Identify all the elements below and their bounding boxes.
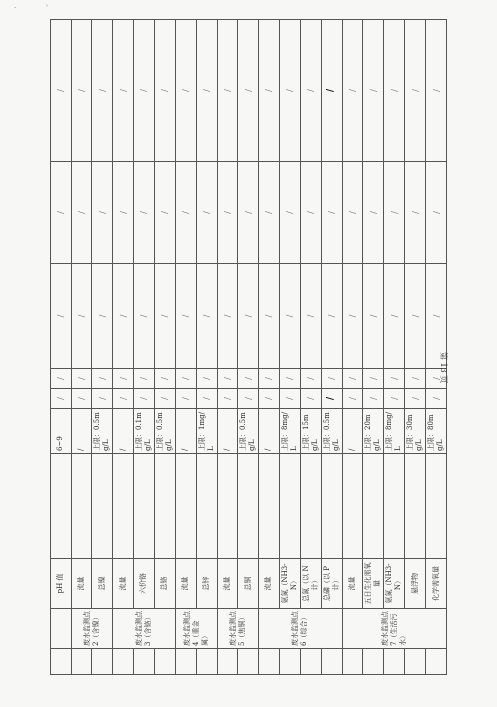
value-cell: / (342, 389, 363, 409)
monitoring-item-cell: 流量 (342, 559, 363, 609)
monitoring-item-cell: 总磷（以 P 计） (321, 559, 342, 609)
monitoring-item-cell: 总铬 (154, 559, 175, 609)
blank-cell (71, 649, 92, 675)
blank-cell (384, 454, 405, 559)
monitoring-item-cell: 总锌 (196, 559, 217, 609)
value-cell: / (405, 389, 426, 409)
value-cell: / (342, 264, 363, 369)
value-cell: / (363, 389, 384, 409)
value-cell: / (279, 20, 300, 162)
value-cell: / (51, 389, 72, 409)
monitoring-item-cell: 流量 (175, 559, 196, 609)
value-cell: / (196, 162, 217, 264)
value-cell: / (321, 389, 342, 409)
monitoring-point-cell (51, 609, 72, 649)
value-cell: / (259, 389, 280, 409)
value-cell: / (384, 264, 405, 369)
table-body (51, 20, 447, 675)
value-cell: / (321, 264, 342, 369)
value-cell: / (175, 389, 196, 409)
value-cell: / (279, 389, 300, 409)
blank-cell (196, 454, 217, 559)
blank-cell (321, 454, 342, 559)
limit-cell: 上限：8mg/L (279, 409, 300, 454)
value-cell: / (279, 162, 300, 264)
monitoring-item-cell: 总氮（以 N 计） (300, 559, 321, 609)
monitoring-item-cell: 六价铬 (133, 559, 154, 609)
table-row (384, 20, 405, 675)
value-cell: / (133, 162, 154, 264)
value-cell: / (71, 369, 92, 389)
blank-cell (426, 649, 447, 675)
table-row (259, 20, 280, 675)
table-row (300, 20, 321, 675)
monitoring-item-cell: 流量 (259, 559, 280, 609)
table-row (363, 20, 384, 675)
monitoring-item-cell: 悬浮物 (405, 559, 426, 609)
table-row (321, 20, 342, 675)
table-row (217, 20, 238, 675)
blank-cell (113, 649, 134, 675)
value-cell: / (154, 369, 175, 389)
value-cell: / (71, 264, 92, 369)
value-cell: / (300, 369, 321, 389)
blank-cell (363, 454, 384, 559)
value-cell: / (300, 20, 321, 162)
value-cell: / (321, 369, 342, 389)
value-cell: / (133, 264, 154, 369)
monitoring-item-cell: 氨氮（NH3-N） (279, 559, 300, 609)
value-cell: / (238, 264, 259, 369)
value-cell: / (175, 264, 196, 369)
value-cell: / (279, 369, 300, 389)
value-cell: / (363, 369, 384, 389)
value-cell: / (217, 264, 238, 369)
value-cell: / (113, 389, 134, 409)
blank-cell (279, 454, 300, 559)
blank-cell (238, 649, 259, 675)
value-cell: / (51, 20, 72, 162)
blank-cell (384, 649, 405, 675)
scan-mark-right: ' (46, 4, 48, 12)
value-cell: / (175, 20, 196, 162)
monitoring-point-cell: 废水监测点 6（综合） (259, 609, 343, 649)
value-cell: / (217, 162, 238, 264)
limit-cell: 上限：30mg/L (405, 409, 426, 454)
monitoring-item-cell: 氨氮（NH3-N） (384, 559, 405, 609)
monitoring-item-cell: 流量 (217, 559, 238, 609)
blank-cell (405, 454, 426, 559)
limit-cell: 上限：15mg/L (300, 409, 321, 454)
blank-cell (321, 649, 342, 675)
blank-cell (426, 454, 447, 559)
value-cell: / (259, 369, 280, 389)
blank-cell (363, 649, 384, 675)
value-cell: / (51, 162, 72, 264)
blank-cell (196, 649, 217, 675)
value-cell: / (259, 264, 280, 369)
limit-cell: / (113, 409, 134, 454)
table-row (405, 20, 426, 675)
blank-cell (259, 454, 280, 559)
table-row (175, 20, 196, 675)
value-cell: / (196, 369, 217, 389)
blank-cell (300, 454, 321, 559)
monitoring-point-cell: 废水监测点 7（生活污水） (342, 609, 447, 649)
value-cell: / (426, 264, 447, 369)
value-cell: / (71, 389, 92, 409)
table-row (426, 20, 447, 675)
value-cell: / (196, 20, 217, 162)
value-cell: / (342, 369, 363, 389)
value-cell: / (384, 369, 405, 389)
limit-cell: / (71, 409, 92, 454)
value-cell: / (238, 20, 259, 162)
value-cell: / (217, 20, 238, 162)
table-row (154, 20, 175, 675)
limit-cell: 6~9 (51, 409, 72, 454)
value-cell: / (259, 20, 280, 162)
limit-cell: 上限：80mg/L (426, 409, 447, 454)
value-cell: / (405, 264, 426, 369)
value-cell: / (300, 264, 321, 369)
limit-cell: 上限：0.5mg/L (238, 409, 259, 454)
monitoring-table (50, 19, 447, 675)
value-cell: / (363, 20, 384, 162)
monitoring-item-cell: 总镍 (92, 559, 113, 609)
value-cell: / (300, 389, 321, 409)
value-cell: / (384, 162, 405, 264)
value-cell: / (426, 369, 447, 389)
blank-cell (71, 454, 92, 559)
monitoring-item-cell: 五日生化需氧量 (363, 559, 384, 609)
value-cell: / (426, 389, 447, 409)
page-number: 第 13 页 (439, 352, 448, 384)
value-cell: / (300, 162, 321, 264)
value-cell: / (51, 369, 72, 389)
limit-cell: / (217, 409, 238, 454)
table-row (71, 20, 92, 675)
value-cell: / (217, 389, 238, 409)
blank-cell (154, 649, 175, 675)
value-cell: / (113, 264, 134, 369)
value-cell: / (113, 162, 134, 264)
value-cell: / (384, 389, 405, 409)
value-cell: / (175, 162, 196, 264)
value-cell: / (92, 20, 113, 162)
value-cell: / (92, 369, 113, 389)
monitoring-item-cell: 流量 (71, 559, 92, 609)
value-cell: / (342, 162, 363, 264)
value-cell: / (405, 162, 426, 264)
monitoring-item-cell: 总铜 (238, 559, 259, 609)
value-cell: / (405, 369, 426, 389)
value-cell: / (321, 20, 342, 162)
monitoring-point-cell: 废水监测点 4（重金属） (175, 609, 217, 649)
limit-cell: 上限：0.5mg/L (92, 409, 113, 454)
table-row (279, 20, 300, 675)
value-cell: / (154, 264, 175, 369)
blank-cell (259, 649, 280, 675)
value-cell: / (71, 162, 92, 264)
monitoring-item-cell: 化学需氧量 (426, 559, 447, 609)
value-cell: / (71, 20, 92, 162)
monitoring-point-cell: 废水监测点 3（含铬） (113, 609, 176, 649)
value-cell: / (363, 264, 384, 369)
value-cell: / (92, 389, 113, 409)
blank-cell (133, 649, 154, 675)
blank-cell (217, 454, 238, 559)
blank-cell (51, 649, 72, 675)
value-cell: / (217, 369, 238, 389)
value-cell: / (196, 389, 217, 409)
monitoring-point-cell: 废水监测点 2（含镍） (71, 609, 113, 649)
limit-cell: / (259, 409, 280, 454)
blank-cell (92, 649, 113, 675)
value-cell: / (279, 264, 300, 369)
value-cell: / (113, 369, 134, 389)
limit-cell: / (175, 409, 196, 454)
value-cell: / (238, 389, 259, 409)
value-cell: / (238, 369, 259, 389)
blank-cell (92, 454, 113, 559)
value-cell: / (154, 162, 175, 264)
value-cell: / (405, 20, 426, 162)
blank-cell (175, 454, 196, 559)
value-cell: / (259, 162, 280, 264)
table-row (51, 20, 72, 675)
monitoring-item-cell: 流量 (113, 559, 134, 609)
blank-cell (238, 454, 259, 559)
monitoring-item-cell: pH 值 (51, 559, 72, 609)
value-cell: / (92, 264, 113, 369)
table-row (133, 20, 154, 675)
value-cell: / (113, 20, 134, 162)
value-cell: / (196, 264, 217, 369)
table-row (196, 20, 217, 675)
value-cell: / (384, 20, 405, 162)
limit-cell: 上限：20mg/L (363, 409, 384, 454)
value-cell: / (154, 20, 175, 162)
value-cell: / (92, 162, 113, 264)
blank-cell (133, 454, 154, 559)
table-row (92, 20, 113, 675)
value-cell: / (175, 369, 196, 389)
limit-cell: 上限：8mg/L (384, 409, 405, 454)
table-row (238, 20, 259, 675)
blank-cell (300, 649, 321, 675)
limit-cell: 上限：0.5mg/L (321, 409, 342, 454)
blank-cell (113, 454, 134, 559)
value-cell: / (426, 20, 447, 162)
table-row (113, 20, 134, 675)
value-cell: / (133, 369, 154, 389)
value-cell: / (426, 162, 447, 264)
limit-cell: 上限：0.1mg/L (133, 409, 154, 454)
blank-cell (217, 649, 238, 675)
value-cell: / (133, 389, 154, 409)
value-cell: / (154, 389, 175, 409)
value-cell: / (133, 20, 154, 162)
value-cell: / (238, 162, 259, 264)
value-cell: / (342, 20, 363, 162)
blank-cell (175, 649, 196, 675)
limit-cell: 上限：1mg/L (196, 409, 217, 454)
blank-cell (342, 649, 363, 675)
blank-cell (342, 454, 363, 559)
blank-cell (279, 649, 300, 675)
value-cell: / (51, 264, 72, 369)
value-cell: / (363, 162, 384, 264)
scan-mark-left: · (14, 4, 17, 12)
blank-cell (51, 454, 72, 559)
limit-cell: 上限：0.5mg/L (154, 409, 175, 454)
limit-cell: / (342, 409, 363, 454)
monitoring-point-cell: 废水监测点 5（焦铜） (217, 609, 259, 649)
blank-cell (405, 649, 426, 675)
blank-cell (154, 454, 175, 559)
table-row (342, 20, 363, 675)
value-cell: / (321, 162, 342, 264)
